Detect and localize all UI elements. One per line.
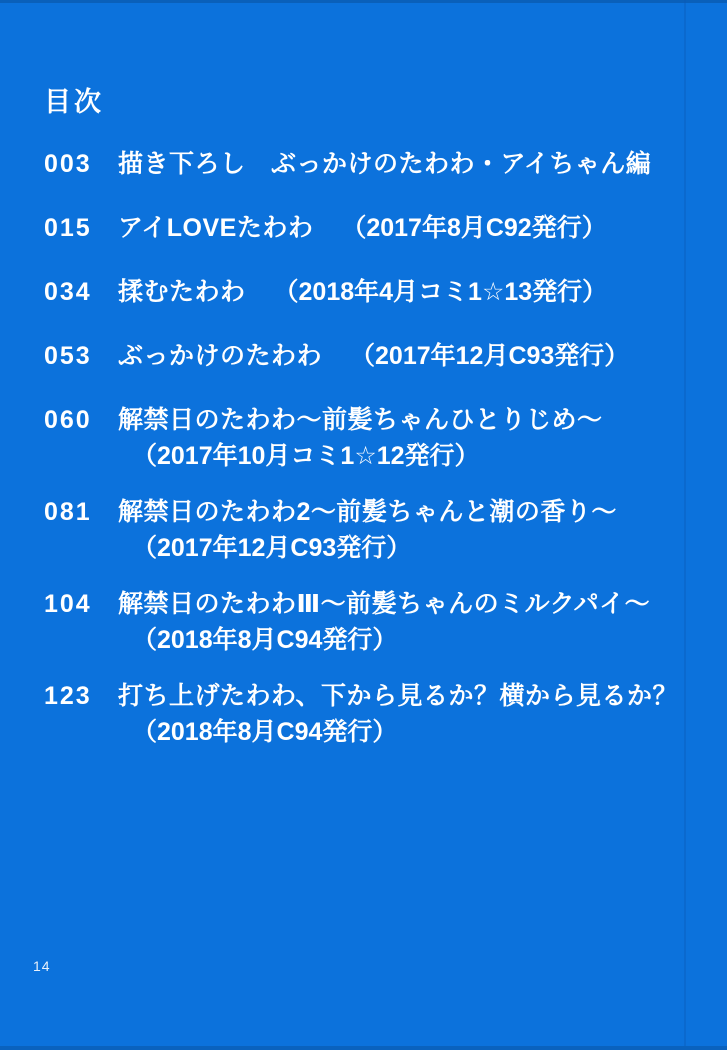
toc-entry-page-number: 034 xyxy=(44,278,92,306)
toc-entry-body xyxy=(118,146,707,182)
toc-entry-title: 揉むたわわ xyxy=(118,278,246,306)
toc-entry-body xyxy=(118,586,707,658)
toc-entry-date: （2017年8月C92発行） xyxy=(341,214,607,242)
toc-entry-body xyxy=(118,338,707,374)
scan-artifact-line xyxy=(684,0,686,1050)
toc-entry xyxy=(44,494,707,566)
page-edge-bottom xyxy=(0,1046,727,1050)
toc-entry-title: 解禁日のたわわⅢ～前髪ちゃんのミルクパイ～ xyxy=(118,590,651,618)
toc-entry xyxy=(44,338,707,374)
toc-entry-body xyxy=(118,678,707,750)
toc-entry-date: （2018年8月C94発行） xyxy=(132,718,398,746)
toc-entry-page-number: 123 xyxy=(44,682,92,710)
toc-entry-date: （2017年10月コミ1☆12発行） xyxy=(132,442,480,470)
toc-entry-page-number: 003 xyxy=(44,150,92,178)
toc-entry-title: ぶっかけのたわわ xyxy=(118,342,323,370)
page-number: 14 xyxy=(33,958,51,974)
toc-entry-date: （2018年4月コミ1☆13発行） xyxy=(273,278,608,306)
toc-entry-body xyxy=(118,274,707,310)
toc-entry xyxy=(44,678,707,750)
toc-entry xyxy=(44,586,707,658)
toc-entry-title: 解禁日のたわわ～前髪ちゃんひとりじめ～ xyxy=(118,406,603,434)
toc-entry-page-number: 081 xyxy=(44,498,92,526)
page-title: 目次 xyxy=(44,87,104,117)
toc-entry-date: （2017年12月C93発行） xyxy=(132,534,412,562)
toc-entry-body xyxy=(118,402,707,474)
toc-entry-title: 打ち上げたわわ、下から見るか？横から見るか？ xyxy=(118,682,679,710)
toc-entry-date: （2017年12月C93発行） xyxy=(350,342,630,370)
toc-entry-body xyxy=(118,494,707,566)
toc-entry-page-number: 015 xyxy=(44,214,92,242)
toc-entry-page-number: 104 xyxy=(44,590,92,618)
toc-entry-page-number: 053 xyxy=(44,342,92,370)
toc-entry xyxy=(44,274,707,310)
toc-entry-body xyxy=(118,210,707,246)
toc-list xyxy=(44,146,707,770)
toc-entry-page-number: 060 xyxy=(44,406,92,434)
toc-entry xyxy=(44,146,707,182)
toc-entry xyxy=(44,210,707,246)
toc-entry-title: 解禁日のたわわ2～前髪ちゃんと潮の香り～ xyxy=(118,498,617,526)
page-edge-top xyxy=(0,0,727,3)
toc-entry-date: （2018年8月C94発行） xyxy=(132,626,398,654)
toc-entry-title: 描き下ろし ぶっかけのたわわ・アイちゃん編 xyxy=(118,150,652,178)
toc-entry xyxy=(44,402,707,474)
toc-entry-title: アイLOVEたわわ xyxy=(118,214,314,242)
